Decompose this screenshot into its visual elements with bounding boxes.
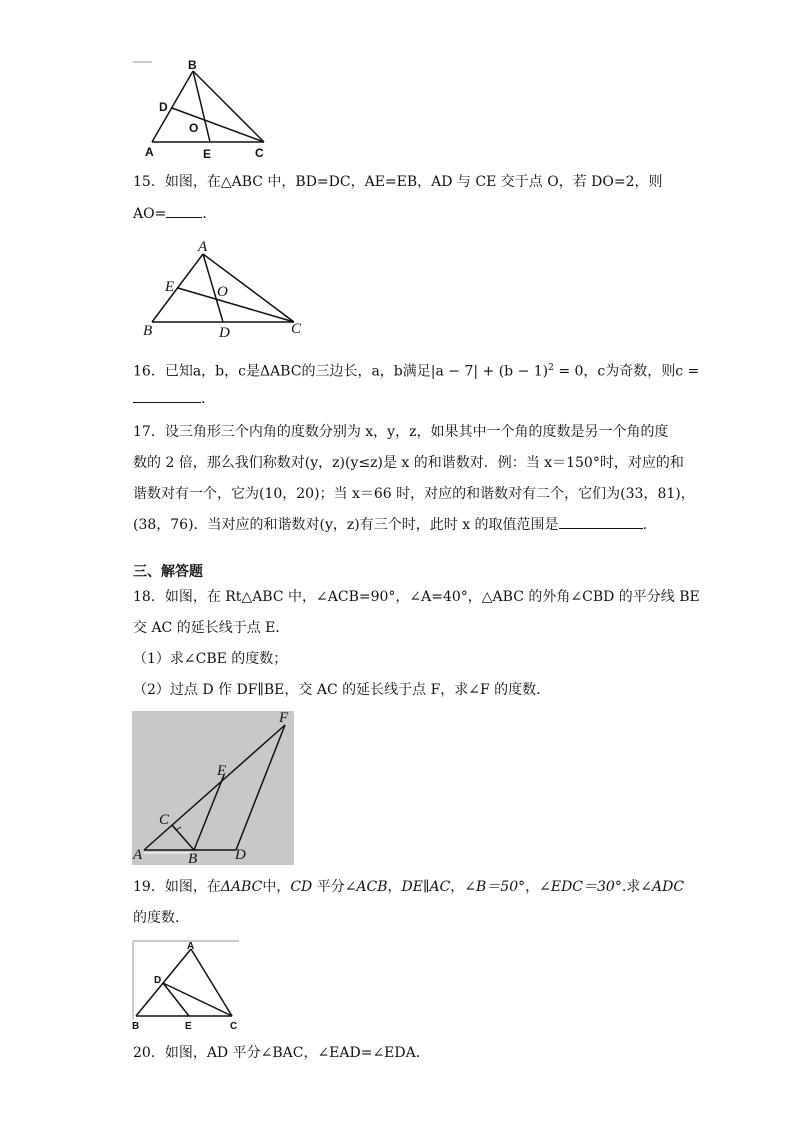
q17-line2: 数的 2 倍，那么我们称数对(y，z)(y≤z)是 x 的和谐数对．例：当 x＝150°时，对应的和 — [133, 455, 684, 471]
vertex-label-d: D — [219, 325, 230, 340]
vertex-label-o: O — [217, 284, 228, 300]
q15-line2 — [133, 203, 207, 224]
vertex-label-c: C — [291, 321, 302, 337]
q19-line1 — [133, 877, 684, 897]
vertex-label-o: O — [189, 121, 199, 135]
q19-mid: 中， — [262, 879, 291, 895]
q17-prefix: (38，76)．当对应的和谐数对(y，z)有三个时，此时 x 的取值范围是 — [133, 517, 559, 533]
q16-exponent: 2 — [548, 363, 554, 373]
q16-line1 — [133, 358, 699, 382]
q19-t1: 平分 — [312, 879, 345, 895]
vertex-label-a: A — [198, 239, 208, 255]
vertex-label-c: C — [255, 146, 264, 160]
vertex-label-b: B — [132, 1021, 140, 1032]
figure-q18 — [132, 711, 294, 865]
q17-line4 — [133, 514, 647, 535]
q18-line1: 18．如图，在 Rt△ABC 中，∠ACB=90°，∠A=40°，△ABC 的外角∠CBD 的平分线 BE — [133, 589, 700, 605]
q16-answer-blank[interactable] — [133, 388, 201, 403]
vertex-label-c: C — [230, 1021, 238, 1032]
q16-text-rest: = 0，c为奇数，则c = — [553, 363, 700, 380]
q15-suffix: . — [202, 206, 207, 222]
q15-answer-blank[interactable] — [166, 203, 202, 218]
figure-q19 — [132, 940, 242, 1032]
q18-line4: （2）过点 D 作 DF∥BE，交 AC 的延长线于点 F，求∠F 的度数． — [133, 682, 551, 698]
q20-line1: 20．如图，AD 平分∠BAC，∠EAD=∠EDA． — [133, 1045, 430, 1061]
q19-line2: 的度数． — [133, 910, 189, 926]
q19-de: DE∥AC — [401, 879, 451, 895]
vertex-label-f: F — [279, 711, 289, 726]
q19-t5: .求 — [621, 879, 641, 895]
vertex-label-e: E — [185, 1021, 192, 1032]
vertex-label-b: B — [143, 323, 153, 339]
q19-t3: ， — [450, 879, 465, 895]
q17-suffix: . — [642, 517, 648, 533]
q15-prefix: AO= — [133, 206, 167, 222]
q16-text: 16．已知a，b，c是ΔABC的三边长，a，b满足|a − 7| + (b − 1) — [133, 363, 549, 380]
vertex-label-e: E — [203, 147, 212, 161]
q19-adc: ∠ADC — [640, 879, 685, 895]
vertex-label-d: D — [159, 100, 168, 114]
q18-line2: 交 AC 的延长线于点 E． — [133, 620, 290, 636]
q19-edc: ∠EDC＝30° — [539, 879, 622, 895]
q15-line1: 15．如图，在△ABC 中，BD=DC，AE=EB，AD 与 CE 交于点 O，若 DO=2，则 — [133, 174, 663, 190]
vertex-label-d: D — [235, 847, 246, 863]
vertex-label-c: C — [159, 812, 170, 828]
q19-b50: ∠B＝50° — [464, 879, 526, 895]
vertex-label-e: E — [165, 279, 175, 295]
vertex-label-a: A — [133, 847, 143, 863]
q19-acb: ∠ACB — [344, 879, 388, 895]
q19-cd: CD — [290, 879, 313, 895]
figure-triangle-abc-q14 — [130, 56, 275, 162]
q19-triangle: ΔABC — [220, 879, 263, 895]
q16-suffix: . — [201, 391, 206, 407]
q17-line1: 17．设三角形三个内角的度数分别为 x，y，z，如果其中一个角的度数是另一个角的度 — [133, 424, 669, 440]
vertex-label-b: B — [188, 58, 197, 72]
vertex-label-e: E — [217, 763, 227, 779]
vertex-label-b: B — [188, 851, 198, 865]
q19-t2: ， — [387, 879, 402, 895]
q16-line2 — [133, 388, 205, 409]
vertex-label-d: D — [154, 975, 162, 986]
q17-line3: 谐数对有一个，它为(10，20)；当 x＝66 时，对应的和谐数对有二个，它们为(33，81)， — [133, 486, 695, 502]
q18-line3: （1）求∠CBE 的度数； — [133, 651, 288, 667]
vertex-label-a: A — [145, 145, 154, 159]
vertex-label-a: A — [187, 941, 195, 952]
figure-triangle-abc-q15 — [138, 236, 308, 340]
section-heading: 三、解答题 — [133, 564, 203, 580]
q17-answer-blank[interactable] — [559, 514, 643, 529]
q19-prefix: 19．如图，在 — [133, 879, 221, 895]
q19-t4: ， — [525, 879, 540, 895]
